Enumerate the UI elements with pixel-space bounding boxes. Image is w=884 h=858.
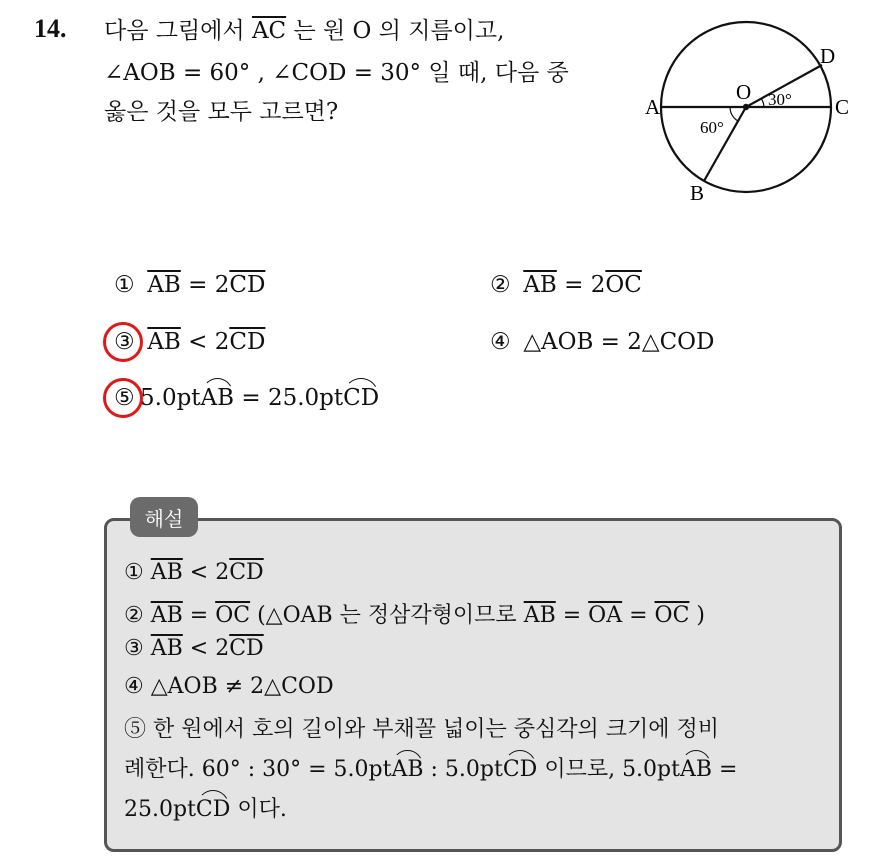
solution-text: 25.0pt [124,797,196,822]
solution-text: = [182,603,216,628]
choice-1[interactable] [114,272,265,298]
question-text: 는 원 O 의 지름이고, [286,18,505,44]
segment: $\overline{CD}$ [229,560,264,585]
choice-4[interactable] [490,329,714,355]
arc-cd: CD [502,757,538,782]
solution-text: 이다. [230,797,287,822]
solution-text: < 2 [182,560,230,585]
angle-label-cod: 30° [768,90,792,109]
arc-ab: AB [200,385,235,411]
solution-marker: ① [124,560,144,585]
arc-ab: AB [391,757,424,782]
label-c: C [835,95,850,119]
solution-marker: ④ [124,674,144,699]
solution-marker: ② [124,603,144,628]
question-text: 다음 그림에서 [104,18,252,44]
solution-line-6 [124,752,737,783]
center-point [743,104,749,110]
solution-text: < 2 [182,636,230,661]
solution-line-3 [124,636,264,661]
segment-ac: $\overline{AC}$ [251,18,287,44]
solution-line-5 [124,712,719,743]
angle-arc-aob [730,107,738,121]
choice-marker: ② [490,272,511,298]
answer-circle-mark [103,378,143,418]
segment: $\overline{CD}$ [229,272,266,298]
solution-text: = [555,603,589,628]
question-line-1 [104,12,504,45]
solution-text: : 5.0pt [423,757,503,782]
choice-text: < 2 [180,329,230,355]
label-o: O [736,80,752,104]
answer-circle-mark [103,322,143,362]
solution-text: (△OAB 는 정삼각형이므로 [250,603,524,628]
choice-text: = 2 [180,272,230,298]
segment: $\overline{AB}$ [147,272,181,298]
arc-cd: CD [195,797,231,822]
choice-2[interactable] [490,272,642,298]
arc-cd: CD [343,385,380,411]
angle-arc-cod [761,98,764,107]
label-d: D [820,44,836,68]
solution-tab: 해설 [130,497,198,537]
solution-line-4 [124,674,334,699]
solution-line-1 [124,560,264,585]
label-a: A [645,95,661,119]
choice-marker: ⑤ [114,385,135,411]
solution-text: 이므로, 5.0pt [537,757,680,782]
solution-line-7 [124,792,287,823]
label-b: B [690,181,705,205]
segment: $\overline{OC}$ [654,603,690,628]
segment: $\overline{AB}$ [150,560,183,585]
solution-text: ) [689,603,705,628]
segment: $\overline{AB}$ [523,603,556,628]
solution-text: 한 원에서 호의 길이와 부채꼴 넓이는 중심각의 크기에 정비 [153,717,720,742]
choice-text: 5.0pt [140,385,201,411]
segment: $\overline{AB}$ [523,272,557,298]
segment: $\overline{OC}$ [605,272,642,298]
solution-text: 례한다. 60° : 30° = 5.0pt [124,757,392,782]
choice-text: △AOB = 2△COD [523,329,715,355]
choice-5[interactable] [114,385,379,411]
circle-diagram [630,15,860,210]
choice-text: = 2 [556,272,606,298]
question-line-2: ∠AOB = 60° , ∠COD = 30° 일 때, 다음 중 [104,60,569,86]
choice-marker: ④ [490,329,511,355]
segment: $\overline{AB}$ [150,636,183,661]
segment: $\overline{AB}$ [150,603,183,628]
choice-marker: ③ [114,329,135,355]
solution-line-2 [124,598,705,629]
choice-text: = 25.0pt [234,385,344,411]
segment: $\overline{CD}$ [229,636,264,661]
solution-text: = [712,757,738,782]
segment: $\overline{OA}$ [588,603,623,628]
angle-label-aob: 60° [700,118,724,137]
solution-text: △AOB ≠ 2△COD [150,674,334,699]
segment: $\overline{AB}$ [147,329,181,355]
solution-text: = [622,603,655,628]
segment: $\overline{CD}$ [229,329,266,355]
segment: $\overline{OC}$ [215,603,251,628]
question-line-3: 옳은 것을 모두 고르면? [104,99,339,125]
question-number: 14. [34,14,67,43]
choice-marker: ① [114,272,135,298]
solution-marker: ③ [124,636,144,661]
arc-ab: AB [679,757,713,782]
solution-marker: ⑤ [124,717,147,742]
